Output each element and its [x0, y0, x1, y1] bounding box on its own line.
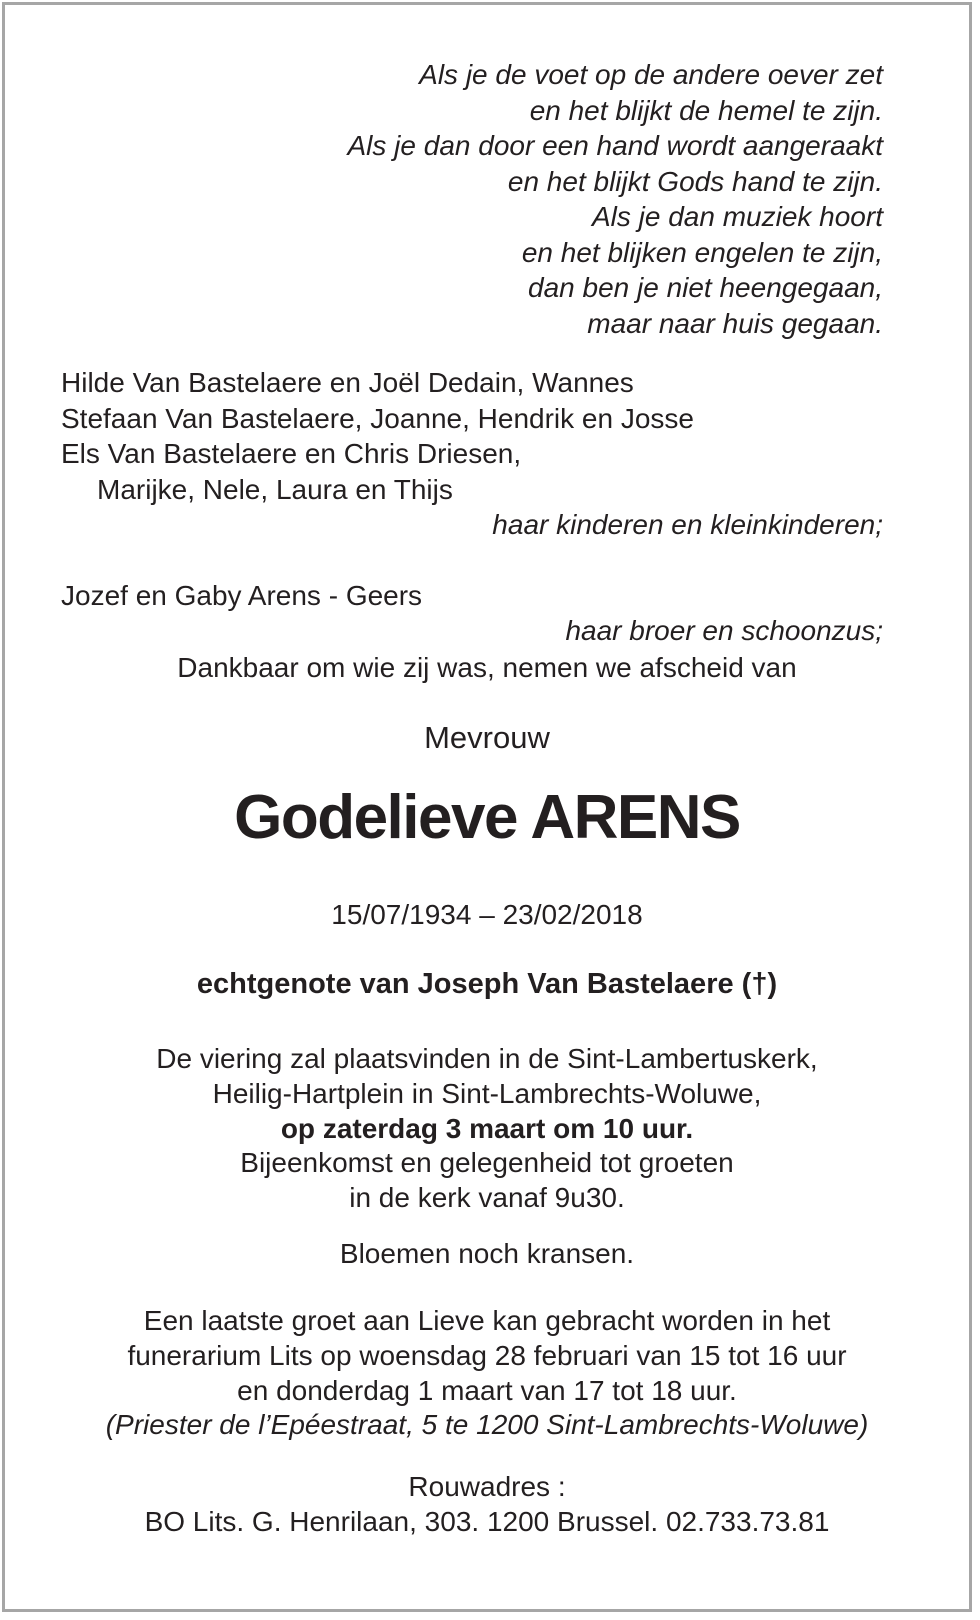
- intro-text: Dankbaar om wie zij was, nemen we afscheid van: [177, 652, 797, 683]
- poem-line: en het blijkt de hemel te zijn.: [529, 94, 883, 126]
- poem-line: Als je dan muziek hoort: [591, 201, 883, 232]
- family-line: Stefaan Van Bastelaere, Joanne, Hendrik en Josse: [61, 402, 694, 434]
- family-list: [61, 365, 883, 649]
- spouse-text: echtgenote van Joseph Van Bastelaere (†): [196, 968, 778, 1000]
- title-text: Mevrouw: [424, 720, 550, 755]
- visitation-line: Een laatste groet aan Lieve kan gebracht worden in het: [143, 1305, 831, 1336]
- poem-line: Als je de voet op de andere oever zet: [419, 59, 883, 90]
- poem-line: maar naar huis gegaan.: [587, 307, 883, 339]
- visitation-address: (Priester de l’Epéestraat, 5 te 1200 Sint-Lambrechts-Woluwe): [105, 1409, 869, 1440]
- ceremony-line: Bijeenkomst en gelegenheid tot groeten: [240, 1147, 734, 1178]
- deceased-name: Godelieve ARENS: [234, 783, 740, 852]
- family-line: Els Van Bastelaere en Chris Driesen,: [61, 438, 522, 469]
- spacer: [61, 543, 883, 578]
- visitation-line: en donderdag 1 maart van 17 tot 18 uur.: [237, 1375, 737, 1406]
- children-role: haar kinderen en kleinkinderen;: [492, 509, 883, 540]
- mourning-address-label: Rouwadres :: [408, 1471, 566, 1502]
- obituary-notice: [2, 2, 972, 1612]
- flowers-note: Bloemen noch kransen.: [339, 1238, 635, 1269]
- poem-line: Als je dan door een hand wordt aangeraakt: [347, 130, 883, 161]
- life-dates: 15/07/1934 – 23/02/2018: [331, 899, 643, 930]
- poem: [348, 57, 884, 341]
- ceremony-line: Heilig-Hartplein in Sint-Lambrechts-Woluwe,: [212, 1078, 762, 1109]
- ceremony-date: op zaterdag 3 maart om 10 uur.: [280, 1113, 694, 1144]
- family-line: Hilde Van Bastelaere en Joël Dedain, Wannes: [61, 367, 634, 398]
- ceremony-line: in de kerk vanaf 9u30.: [349, 1182, 625, 1213]
- siblings-line: Jozef en Gaby Arens - Geers: [61, 579, 423, 611]
- mourning-address: BO Lits. G. Henrilaan, 303. 1200 Brussel. 02.733.73.81: [144, 1506, 830, 1537]
- siblings-role: haar broer en schoonzus;: [565, 615, 883, 646]
- family-line: Marijke, Nele, Laura en Thijs: [97, 473, 453, 505]
- poem-line: en het blijken engelen te zijn,: [521, 236, 883, 268]
- poem-line: en het blijkt Gods hand te zijn.: [507, 165, 883, 197]
- ceremony-line: De viering zal plaatsvinden in de Sint-Lambertuskerk,: [156, 1043, 818, 1074]
- visitation-line: funerarium Lits op woensdag 28 februari van 15 tot 16 uur: [127, 1340, 847, 1371]
- poem-line: dan ben je niet heengegaan,: [528, 272, 883, 303]
